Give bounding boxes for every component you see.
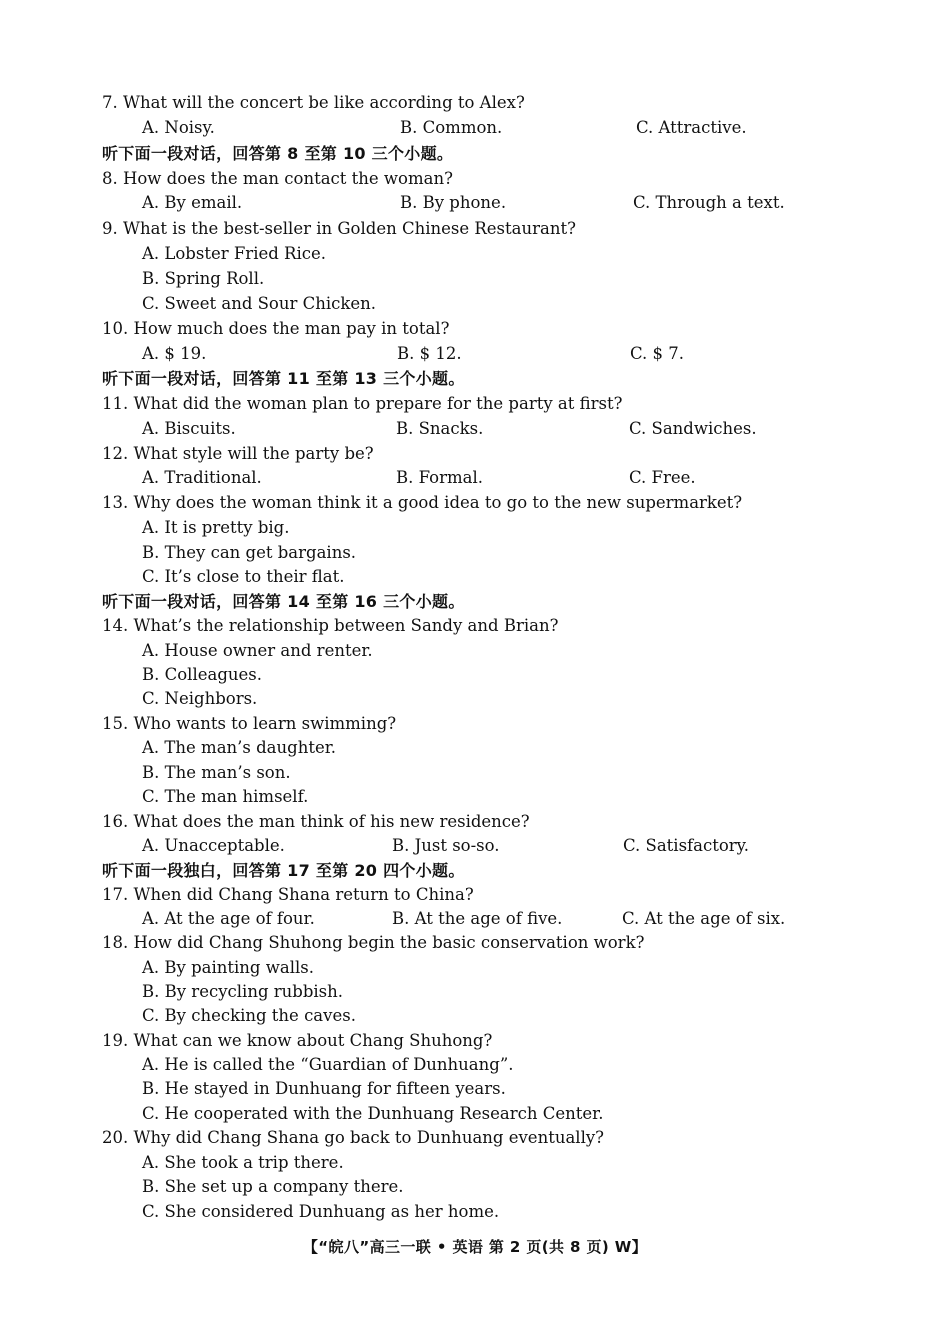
option-c: C. Sweet and Sour Chicken. <box>142 294 377 313</box>
question-7 <box>0 90 950 115</box>
option-c: C. She considered Dunhuang as her home. <box>142 1202 500 1221</box>
option-a: A. $ 19. <box>142 344 207 363</box>
option-c: C. He cooperated with the Dunhuang Research Center. <box>142 1104 604 1123</box>
option-c: C. Satisfactory. <box>623 836 750 855</box>
option-b: B. Colleagues. <box>142 665 262 684</box>
question-10 <box>0 316 950 341</box>
question-text: 17. When did Chang Shana return to China? <box>102 885 474 904</box>
question-16 <box>0 809 950 834</box>
option-c: C. Sandwiches. <box>629 419 757 438</box>
question-20 <box>0 1125 950 1150</box>
option-b: B. He stayed in Dunhuang for fifteen years. <box>142 1079 506 1098</box>
question-11-options <box>0 416 950 441</box>
option-c: C. At the age of six. <box>622 909 786 928</box>
question-16-options <box>0 833 950 858</box>
question-8 <box>0 166 950 191</box>
option-a: A. By painting walls. <box>142 958 314 977</box>
section-heading: 听下面一段独白，回答第 17 至第 20 四个小题。 <box>102 861 465 880</box>
question-11 <box>0 391 950 416</box>
option-a: A. It is pretty big. <box>142 518 290 537</box>
option-a: A. Lobster Fried Rice. <box>142 244 326 263</box>
section-heading: 听下面一段对话，回答第 14 至第 16 三个小题。 <box>102 592 465 611</box>
question-text: 13. Why does the woman think it a good idea to go to the new supermarket? <box>102 493 743 512</box>
question-text: 12. What style will the party be? <box>102 444 374 463</box>
option-a: A. At the age of four. <box>142 909 315 928</box>
option-b: B. The man’s son. <box>142 763 291 782</box>
question-text: 19. What can we know about Chang Shuhong? <box>102 1031 493 1050</box>
option-b: B. Formal. <box>396 468 483 487</box>
option-b: B. Common. <box>400 118 503 137</box>
question-9 <box>0 216 950 241</box>
option-a: A. Biscuits. <box>142 419 236 438</box>
option-a: A. Traditional. <box>142 468 262 487</box>
question-12-options <box>0 465 950 490</box>
option-a: A. House owner and renter. <box>142 641 373 660</box>
option-c: C. Attractive. <box>636 118 747 137</box>
option-c: C. Through a text. <box>633 193 785 212</box>
question-7-options <box>0 115 950 140</box>
option-a: A. He is called the “Guardian of Dunhuang”. <box>142 1055 514 1074</box>
question-12 <box>0 441 950 466</box>
question-text: 10. How much does the man pay in total? <box>102 319 450 338</box>
question-text: 16. What does the man think of his new residence? <box>102 812 530 831</box>
page-footer: 【“皖八”高三一联 • 英语 第 2 页(共 8 页) W】 <box>302 1238 648 1256</box>
option-b: B. They can get bargains. <box>142 543 357 562</box>
question-text: 20. Why did Chang Shana go back to Dunhuang eventually? <box>102 1128 605 1147</box>
question-text: 18. How did Chang Shuhong begin the basic conservation work? <box>102 933 645 952</box>
question-text: 15. Who wants to learn swimming? <box>102 714 397 733</box>
question-text: 8. How does the man contact the woman? <box>102 169 453 188</box>
question-text: 9. What is the best-seller in Golden Chinese Restaurant? <box>102 219 576 238</box>
option-b: B. Snacks. <box>396 419 484 438</box>
option-b: B. Just so-so. <box>392 836 500 855</box>
question-text: 14. What’s the relationship between Sandy and Brian? <box>102 616 559 635</box>
question-10-options <box>0 341 950 366</box>
option-c: C. Neighbors. <box>142 689 258 708</box>
question-18 <box>0 930 950 955</box>
option-b: B. By recycling rubbish. <box>142 982 344 1001</box>
question-15 <box>0 711 950 736</box>
section-heading: 听下面一段对话，回答第 11 至第 13 三个小题。 <box>102 369 465 388</box>
question-17-options <box>0 906 950 931</box>
question-13 <box>0 490 950 515</box>
option-b: B. By phone. <box>400 193 507 212</box>
question-14 <box>0 613 950 638</box>
option-c: C. $ 7. <box>630 344 685 363</box>
question-19 <box>0 1028 950 1053</box>
option-a: A. She took a trip there. <box>142 1153 344 1172</box>
option-c: C. It’s close to their flat. <box>142 567 345 586</box>
option-c: C. The man himself. <box>142 787 309 806</box>
question-text: 7. What will the concert be like according to Alex? <box>102 93 525 112</box>
question-text: 11. What did the woman plan to prepare for the party at first? <box>102 394 623 413</box>
question-8-options <box>0 190 950 215</box>
question-17 <box>0 882 950 907</box>
option-c: C. Free. <box>629 468 696 487</box>
option-b: B. Spring Roll. <box>142 269 265 288</box>
option-a: A. Unacceptable. <box>142 836 285 855</box>
option-b: B. She set up a company there. <box>142 1177 404 1196</box>
option-b: B. $ 12. <box>397 344 462 363</box>
option-a: A. Noisy. <box>142 118 215 137</box>
option-a: A. By email. <box>142 193 243 212</box>
section-heading: 听下面一段对话，回答第 8 至第 10 三个小题。 <box>102 144 454 163</box>
option-b: B. At the age of five. <box>392 909 563 928</box>
option-a: A. The man’s daughter. <box>142 738 337 757</box>
option-c: C. By checking the caves. <box>142 1006 356 1025</box>
